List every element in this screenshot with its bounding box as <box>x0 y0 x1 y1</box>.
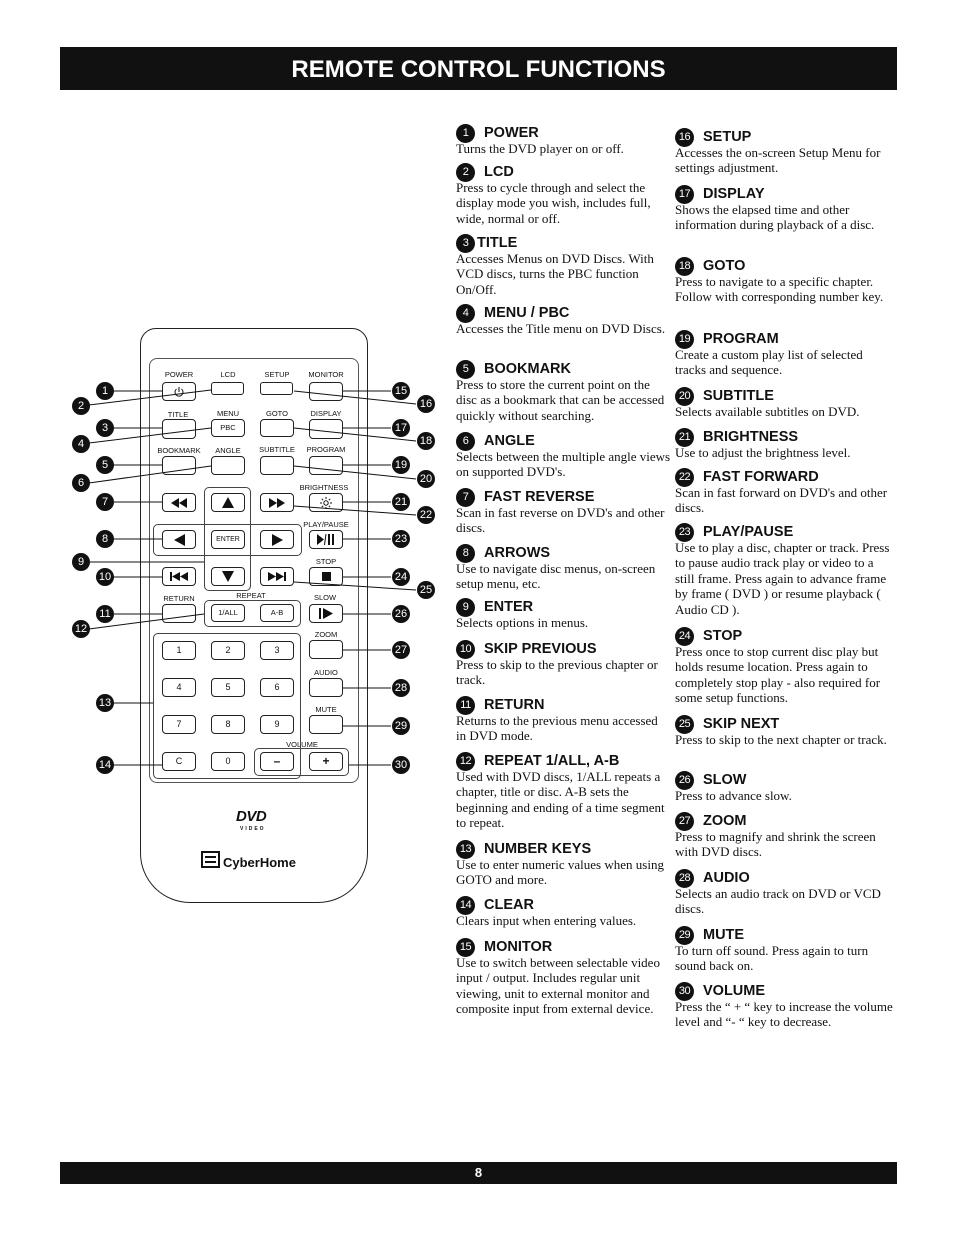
callout-2: 2 <box>72 397 90 415</box>
label-slow: SLOW <box>313 593 337 602</box>
function-desc: Press to store the current point on the disc as a bookmark that can be accessed quickly without searching. <box>456 377 665 423</box>
label-menu: MENU <box>216 409 240 418</box>
function-title: SKIP PREVIOUS <box>484 641 597 657</box>
function-title: GOTO <box>703 258 746 274</box>
page-number: 8 <box>474 1165 483 1180</box>
callout-4: 4 <box>72 435 90 453</box>
function-number: 25 <box>675 715 694 734</box>
function-desc: Selects available subtitles on DVD. <box>675 404 860 419</box>
function-number: 5 <box>456 360 475 379</box>
callout-18: 18 <box>417 432 435 450</box>
function-number: 6 <box>456 432 475 451</box>
function-desc: Accesses Menus on DVD Discs. With VCD discs, turns the PBC function On/Off. <box>456 251 654 297</box>
function-number: 13 <box>456 840 475 859</box>
callout-8: 8 <box>96 530 114 548</box>
function-desc: Selects options in menus. <box>456 615 589 630</box>
function-entry <box>675 714 895 747</box>
function-desc: Press the “ + “ key to increase the volume level and “- “ key to decrease. <box>675 999 893 1030</box>
function-number: 14 <box>456 896 475 915</box>
function-number: 19 <box>675 330 694 349</box>
function-number: 2 <box>456 163 475 182</box>
function-number: 24 <box>675 627 694 646</box>
function-entry <box>675 925 895 974</box>
function-title: SETUP <box>703 129 752 145</box>
callout-10: 10 <box>96 568 114 586</box>
function-title: AUDIO <box>703 870 750 886</box>
callout-7: 7 <box>96 493 114 511</box>
number-key-8[interactable]: 8 <box>211 715 245 734</box>
function-title: SLOW <box>703 772 747 788</box>
volume-up-button[interactable]: + <box>309 752 343 771</box>
function-number: 10 <box>456 640 475 659</box>
callout-27: 27 <box>392 641 410 659</box>
number-key-7[interactable]: 7 <box>162 715 196 734</box>
page-footer <box>60 1162 897 1184</box>
function-title: SKIP NEXT <box>703 716 780 732</box>
number-key-9[interactable]: 9 <box>260 715 294 734</box>
callout-20: 20 <box>417 470 435 488</box>
function-desc: Use to adjust the brightness level. <box>675 445 851 460</box>
callout-14: 14 <box>96 756 114 774</box>
function-desc: Returns to the previous menu accessed in DVD mode. <box>456 713 658 744</box>
function-title: ENTER <box>484 599 534 615</box>
function-entry <box>675 256 895 305</box>
function-number: 21 <box>675 428 694 447</box>
function-entry <box>675 868 895 917</box>
function-entry <box>456 695 671 744</box>
function-number: 12 <box>456 752 475 771</box>
page-title: REMOTE CONTROL FUNCTIONS <box>291 56 666 83</box>
label-volume: VOLUME <box>286 740 318 749</box>
label-subtitle: SUBTITLE <box>259 445 295 454</box>
callout-26: 26 <box>392 605 410 623</box>
function-title: ANGLE <box>484 433 535 449</box>
function-entry <box>675 626 895 706</box>
function-entry <box>675 329 895 378</box>
function-title: STOP <box>703 628 743 644</box>
function-entry <box>675 811 895 860</box>
function-number: 23 <box>675 523 694 542</box>
number-key-0[interactable]: 0 <box>211 752 245 771</box>
function-title: REPEAT 1/ALL, A-B <box>484 753 620 769</box>
label-title: TITLE <box>167 410 189 419</box>
function-entry <box>456 233 671 297</box>
volume-down-button[interactable]: – <box>260 752 294 771</box>
label-lcd: LCD <box>220 370 236 379</box>
function-title: MONITOR <box>484 939 553 955</box>
callout-13: 13 <box>96 694 114 712</box>
function-title: NUMBER KEYS <box>484 841 592 857</box>
callout-9: 9 <box>72 553 90 571</box>
function-number: 18 <box>675 257 694 276</box>
function-title: LCD <box>484 164 514 180</box>
function-desc: Press once to stop current disc play but holds resume location. Press again to completely stop play - also required for some setup functions. <box>675 644 881 706</box>
function-title: DISPLAY <box>703 186 765 202</box>
label-bookmark: BOOKMARK <box>157 446 201 455</box>
callout-21: 21 <box>392 493 410 511</box>
callout-5: 5 <box>96 456 114 474</box>
function-entry <box>456 431 671 480</box>
dvd-logo: DVD <box>236 808 267 825</box>
number-key-1[interactable]: 1 <box>162 641 196 660</box>
function-title: MUTE <box>703 927 745 943</box>
callout-19: 19 <box>392 456 410 474</box>
function-number: 11 <box>456 696 475 715</box>
function-desc: To turn off sound. Press again to turn sound back on. <box>675 943 869 974</box>
label-program: PROGRAM <box>306 445 346 454</box>
function-desc: Press to magnify and shrink the screen with DVD discs. <box>675 829 876 860</box>
function-entry <box>675 770 895 803</box>
function-entry <box>456 751 671 831</box>
function-desc: Selects an audio track on DVD or VCD discs. <box>675 886 881 917</box>
function-desc: Selects between the multiple angle views on supported DVD's. <box>456 449 671 480</box>
function-entry <box>675 184 895 233</box>
function-entry <box>675 427 895 460</box>
function-desc: Use to enter numeric values when using GOTO and more. <box>456 857 664 888</box>
function-number: 30 <box>675 982 694 1001</box>
function-desc: Scan in fast forward on DVD's and other discs. <box>675 485 888 516</box>
callout-15: 15 <box>392 382 410 400</box>
function-title: VOLUME <box>703 983 766 999</box>
function-entry <box>456 543 671 592</box>
function-number: 22 <box>675 468 694 487</box>
callout-22: 22 <box>417 506 435 524</box>
function-title: PLAY/PAUSE <box>703 524 794 540</box>
callout-17: 17 <box>392 419 410 437</box>
function-number: 8 <box>456 544 475 563</box>
callout-16: 16 <box>417 395 435 413</box>
function-desc: Scan in fast reverse on DVD's and other discs. <box>456 505 665 536</box>
label-angle: ANGLE <box>215 446 241 455</box>
callout-12: 12 <box>72 620 90 638</box>
function-desc: Create a custom play list of selected tracks and sequence. <box>675 347 863 378</box>
callout-28: 28 <box>392 679 410 697</box>
function-entry <box>456 639 671 688</box>
label-display: DISPLAY <box>310 409 342 418</box>
function-entry <box>456 359 671 423</box>
function-entry <box>456 937 671 1017</box>
function-number: 9 <box>456 598 475 617</box>
label-play-pause: PLAY/PAUSE <box>303 520 349 529</box>
function-entry <box>456 839 671 888</box>
number-key-5[interactable]: 5 <box>211 678 245 697</box>
function-entry <box>456 597 671 630</box>
function-title: CLEAR <box>484 897 534 913</box>
function-title: FAST REVERSE <box>484 489 595 505</box>
clear-button[interactable]: C <box>162 752 196 771</box>
function-desc: Accesses the on-screen Setup Menu for settings adjustment. <box>675 145 881 176</box>
function-number: 16 <box>675 128 694 147</box>
function-desc: Use to play a disc, chapter or track. Press to pause audio track play or video to a still frame. Press again to advance frame by frame ( DVD ) or resume playback ( Audio CD ). <box>675 540 890 617</box>
function-number: 20 <box>675 387 694 406</box>
callout-3: 3 <box>96 419 114 437</box>
function-title: POWER <box>484 125 539 141</box>
function-title: BOOKMARK <box>484 361 571 377</box>
function-entry <box>456 895 671 928</box>
function-entry <box>456 162 671 226</box>
function-entry <box>675 467 895 516</box>
function-desc: Press to navigate to a specific chapter. Follow with corresponding number key. <box>675 274 884 305</box>
function-entry <box>456 123 671 156</box>
label-setup: SETUP <box>264 370 290 379</box>
function-title: BRIGHTNESS <box>703 429 799 445</box>
function-desc: Clears input when entering values. <box>456 913 637 928</box>
callout-25: 25 <box>417 581 435 599</box>
function-title: SUBTITLE <box>703 388 774 404</box>
label-repeat: REPEAT <box>236 591 266 600</box>
label-monitor: MONITOR <box>308 370 344 379</box>
function-entry <box>675 522 895 617</box>
label-brightness: BRIGHTNESS <box>299 483 349 492</box>
callout-11: 11 <box>96 605 114 623</box>
function-number: 27 <box>675 812 694 831</box>
function-number: 26 <box>675 771 694 790</box>
cyberhome-brand: CyberHome <box>223 855 296 870</box>
label-return: RETURN <box>163 594 195 603</box>
function-title: TITLE <box>477 235 518 251</box>
label-power: POWER <box>164 370 194 379</box>
menu-pbc-button[interactable]: PBC <box>211 419 245 437</box>
callout-30: 30 <box>392 756 410 774</box>
repeat-1-all-button[interactable]: 1/ALL <box>211 604 245 622</box>
function-number: 7 <box>456 488 475 507</box>
function-desc: Used with DVD discs, 1/ALL repeats a chapter, title or disc. A-B sets the beginning and ending of a time segment to repeat. <box>456 769 665 831</box>
callout-23: 23 <box>392 530 410 548</box>
function-desc: Press to cycle through and select the display mode you wish, includes full, wide, normal or off. <box>456 180 651 226</box>
function-desc: Use to navigate disc menus, on-screen setup menu, etc. <box>456 561 656 592</box>
function-number: 1 <box>456 124 475 143</box>
callout-1: 1 <box>96 382 114 400</box>
function-entry <box>675 981 895 1030</box>
number-key-6[interactable]: 6 <box>260 678 294 697</box>
function-desc: Press to skip to the previous chapter or track. <box>456 657 658 688</box>
function-entry <box>675 127 895 176</box>
function-title: FAST FORWARD <box>703 469 819 485</box>
callout-29: 29 <box>392 717 410 735</box>
function-number: 4 <box>456 304 475 323</box>
callout-6: 6 <box>72 474 90 492</box>
function-title: PROGRAM <box>703 331 779 347</box>
label-mute: MUTE <box>315 705 337 714</box>
function-desc: Press to skip to the next chapter or track. <box>675 732 887 747</box>
function-title: ZOOM <box>703 813 747 829</box>
function-desc: Accesses the Title menu on DVD Discs. <box>456 321 666 336</box>
function-desc: Turns the DVD player on or off. <box>456 141 624 156</box>
repeat-a-b-button[interactable]: A-B <box>260 604 294 622</box>
function-number: 17 <box>675 185 694 204</box>
function-entry <box>675 386 895 419</box>
function-number: 3 <box>456 234 475 253</box>
function-number: 28 <box>675 869 694 888</box>
function-desc: Use to switch between selectable video input / output. Includes regular unit viewing, unit to external monitor and composite input from external device. <box>456 955 660 1017</box>
callout-24: 24 <box>392 568 410 586</box>
label-audio: AUDIO <box>314 668 338 677</box>
function-title: RETURN <box>484 697 545 713</box>
label-stop: STOP <box>315 557 337 566</box>
function-number: 15 <box>456 938 475 957</box>
dvd-video-logo: VIDEO <box>240 826 266 832</box>
label-zoom: ZOOM <box>314 630 338 639</box>
enter-button[interactable]: ENTER <box>211 530 245 549</box>
function-number: 29 <box>675 926 694 945</box>
function-title: ARROWS <box>484 545 551 561</box>
number-key-3[interactable]: 3 <box>260 641 294 660</box>
number-key-4[interactable]: 4 <box>162 678 196 697</box>
function-title: MENU / PBC <box>484 305 570 321</box>
function-entry <box>456 487 671 536</box>
function-desc: Press to advance slow. <box>675 788 792 803</box>
number-key-2[interactable]: 2 <box>211 641 245 660</box>
function-entry <box>456 303 671 336</box>
label-goto: GOTO <box>266 409 288 418</box>
function-desc: Shows the elapsed time and other information during playback of a disc. <box>675 202 875 233</box>
